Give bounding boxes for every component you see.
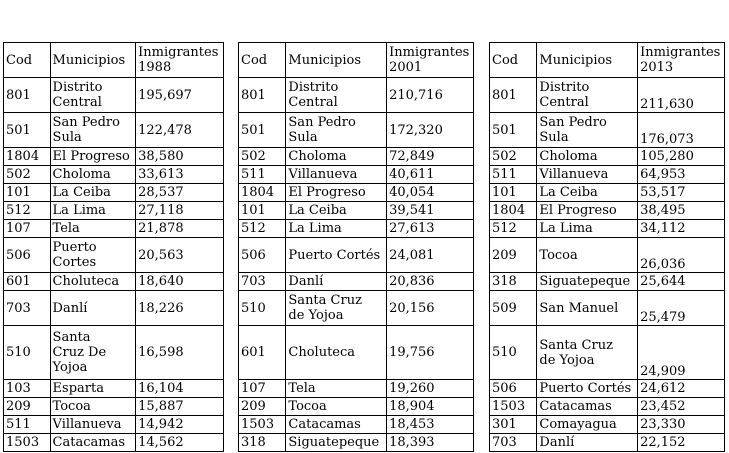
- cell-municipio: Danlí: [286, 273, 387, 291]
- cell-inmigrantes: 53,517: [638, 184, 725, 202]
- cell-inmigrantes: 122,478: [136, 113, 224, 148]
- cell-cod: 101: [239, 202, 286, 220]
- cell-inmigrantes: 64,953: [638, 166, 725, 184]
- header-municipio: Municipios: [537, 43, 638, 78]
- cell-municipio: El Progreso: [50, 148, 136, 166]
- table-row: [239, 166, 474, 184]
- table-row: [239, 184, 474, 202]
- table-row: [239, 326, 474, 380]
- cell-inmigrantes: 20,563: [136, 238, 224, 273]
- table-row: [4, 416, 224, 434]
- cell-cod: 101: [4, 184, 51, 202]
- cell-cod: 1804: [490, 202, 537, 220]
- table-row: [490, 113, 725, 148]
- table-row: [490, 238, 725, 273]
- cell-cod: 318: [239, 434, 286, 452]
- cell-inmigrantes: 14,562: [136, 434, 224, 452]
- cell-municipio: Santa Cruz de Yojoa: [537, 326, 638, 380]
- cell-cod: 501: [490, 113, 537, 148]
- cell-cod: 209: [490, 238, 537, 273]
- table-row: [4, 238, 224, 273]
- header-cod: Cod: [4, 43, 51, 78]
- table-row: [4, 291, 224, 326]
- cell-municipio: Distrito Central: [537, 78, 638, 113]
- table-row: [490, 78, 725, 113]
- cell-municipio: Tela: [286, 380, 387, 398]
- cell-municipio: Choloma: [50, 166, 136, 184]
- cell-municipio: Tocoa: [537, 238, 638, 273]
- cell-municipio: Villanueva: [537, 166, 638, 184]
- cell-cod: 1503: [490, 398, 537, 416]
- table-row: [490, 326, 725, 380]
- table-row: [490, 166, 725, 184]
- table-row: [4, 148, 224, 166]
- cell-inmigrantes: 27,613: [387, 220, 474, 238]
- immigrants-2001-table: [238, 42, 474, 452]
- cell-cod: 501: [239, 113, 286, 148]
- cell-inmigrantes: 105,280: [638, 148, 725, 166]
- table-row: [490, 398, 725, 416]
- table-row: [239, 273, 474, 291]
- table-row: [239, 113, 474, 148]
- table-row: [4, 113, 224, 148]
- cell-municipio: La Lima: [286, 220, 387, 238]
- cell-municipio: Puerto Cortes: [50, 238, 136, 273]
- cell-cod: 502: [4, 166, 51, 184]
- cell-municipio: Villanueva: [286, 166, 387, 184]
- cell-inmigrantes: 38,580: [136, 148, 224, 166]
- table-row: [239, 291, 474, 326]
- table-row: [239, 380, 474, 398]
- table-row: [490, 291, 725, 326]
- cell-municipio: Distrito Central: [286, 78, 387, 113]
- cell-cod: 1503: [4, 434, 51, 452]
- cell-inmigrantes: 20,836: [387, 273, 474, 291]
- table-row: [4, 273, 224, 291]
- cell-municipio: Santa Cruz De Yojoa: [50, 326, 136, 380]
- cell-municipio: Puerto Cortés: [286, 238, 387, 273]
- cell-inmigrantes: 211,630: [638, 78, 725, 113]
- cell-inmigrantes: 28,537: [136, 184, 224, 202]
- cell-cod: 511: [4, 416, 51, 434]
- header-row: [490, 43, 725, 78]
- cell-cod: 506: [490, 380, 537, 398]
- cell-cod: 801: [239, 78, 286, 113]
- cell-inmigrantes: 25,644: [638, 273, 725, 291]
- cell-inmigrantes: 24,612: [638, 380, 725, 398]
- cell-inmigrantes: 22,152: [638, 434, 725, 452]
- header-inmigrantes: Inmigrantes 2001: [387, 43, 474, 78]
- cell-municipio: Santa Cruz de Yojoa: [286, 291, 387, 326]
- cell-municipio: San Pedro Sula: [537, 113, 638, 148]
- cell-municipio: La Ceiba: [50, 184, 136, 202]
- cell-municipio: Choloma: [537, 148, 638, 166]
- cell-inmigrantes: 26,036: [638, 238, 725, 273]
- cell-cod: 510: [239, 291, 286, 326]
- cell-municipio: El Progreso: [286, 184, 387, 202]
- cell-cod: 601: [239, 326, 286, 380]
- cell-inmigrantes: 18,226: [136, 291, 224, 326]
- cell-municipio: Distrito Central: [50, 78, 136, 113]
- cell-municipio: La Ceiba: [286, 202, 387, 220]
- cell-inmigrantes: 14,942: [136, 416, 224, 434]
- cell-cod: 512: [4, 202, 51, 220]
- table-row: [490, 202, 725, 220]
- table-row: [239, 416, 474, 434]
- table-row: [4, 78, 224, 113]
- table-row: [4, 434, 224, 452]
- cell-cod: 506: [4, 238, 51, 273]
- cell-cod: 801: [4, 78, 51, 113]
- cell-cod: 511: [490, 166, 537, 184]
- cell-inmigrantes: 15,887: [136, 398, 224, 416]
- cell-municipio: Tocoa: [50, 398, 136, 416]
- cell-cod: 209: [4, 398, 51, 416]
- cell-municipio: El Progreso: [537, 202, 638, 220]
- cell-municipio: San Pedro Sula: [286, 113, 387, 148]
- cell-cod: 502: [239, 148, 286, 166]
- cell-cod: 107: [239, 380, 286, 398]
- table-row: [490, 380, 725, 398]
- cell-municipio: Catacamas: [537, 398, 638, 416]
- table-row: [239, 238, 474, 273]
- cell-municipio: Choluteca: [286, 326, 387, 380]
- cell-inmigrantes: 39,541: [387, 202, 474, 220]
- cell-inmigrantes: 19,756: [387, 326, 474, 380]
- cell-inmigrantes: 18,904: [387, 398, 474, 416]
- cell-cod: 510: [490, 326, 537, 380]
- cell-cod: 511: [239, 166, 286, 184]
- cell-inmigrantes: 16,104: [136, 380, 224, 398]
- cell-cod: 501: [4, 113, 51, 148]
- table-row: [4, 166, 224, 184]
- table-row: [4, 220, 224, 238]
- immigrants-1988-table: [3, 42, 224, 452]
- table-row: [4, 184, 224, 202]
- header-inmigrantes: Inmigrantes 2013: [638, 43, 725, 78]
- table-row: [239, 148, 474, 166]
- cell-inmigrantes: 18,393: [387, 434, 474, 452]
- cell-inmigrantes: 40,054: [387, 184, 474, 202]
- cell-municipio: San Pedro Sula: [50, 113, 136, 148]
- cell-inmigrantes: 27,118: [136, 202, 224, 220]
- cell-cod: 510: [4, 326, 51, 380]
- cell-inmigrantes: 33,613: [136, 166, 224, 184]
- header-row: [4, 43, 224, 78]
- cell-cod: 703: [4, 291, 51, 326]
- cell-inmigrantes: 24,909: [638, 326, 725, 380]
- cell-inmigrantes: 21,878: [136, 220, 224, 238]
- cell-municipio: La Ceiba: [537, 184, 638, 202]
- cell-municipio: Choluteca: [50, 273, 136, 291]
- table-row: [239, 78, 474, 113]
- cell-municipio: Danlí: [537, 434, 638, 452]
- cell-cod: 703: [239, 273, 286, 291]
- cell-inmigrantes: 20,156: [387, 291, 474, 326]
- table-row: [490, 416, 725, 434]
- cell-cod: 512: [490, 220, 537, 238]
- cell-municipio: Esparta: [50, 380, 136, 398]
- header-row: [239, 43, 474, 78]
- cell-cod: 301: [490, 416, 537, 434]
- cell-cod: 703: [490, 434, 537, 452]
- cell-inmigrantes: 34,112: [638, 220, 725, 238]
- cell-cod: 1804: [4, 148, 51, 166]
- cell-inmigrantes: 24,081: [387, 238, 474, 273]
- cell-cod: 107: [4, 220, 51, 238]
- cell-inmigrantes: 72,849: [387, 148, 474, 166]
- cell-municipio: Tela: [50, 220, 136, 238]
- table-row: [239, 398, 474, 416]
- cell-inmigrantes: 40,611: [387, 166, 474, 184]
- cell-inmigrantes: 23,452: [638, 398, 725, 416]
- cell-cod: 318: [490, 273, 537, 291]
- cell-cod: 1804: [239, 184, 286, 202]
- table-row: [490, 184, 725, 202]
- cell-inmigrantes: 19,260: [387, 380, 474, 398]
- cell-inmigrantes: 18,453: [387, 416, 474, 434]
- cell-inmigrantes: 16,598: [136, 326, 224, 380]
- table-row: [4, 398, 224, 416]
- cell-municipio: Siguatepeque: [537, 273, 638, 291]
- table-row: [239, 220, 474, 238]
- cell-municipio: Siguatepeque: [286, 434, 387, 452]
- cell-municipio: San Manuel: [537, 291, 638, 326]
- cell-inmigrantes: 195,697: [136, 78, 224, 113]
- table-row: [490, 273, 725, 291]
- cell-cod: 801: [490, 78, 537, 113]
- cell-municipio: La Lima: [50, 202, 136, 220]
- cell-municipio: Villanueva: [50, 416, 136, 434]
- cell-cod: 512: [239, 220, 286, 238]
- cell-cod: 209: [239, 398, 286, 416]
- cell-inmigrantes: 172,320: [387, 113, 474, 148]
- table-row: [239, 202, 474, 220]
- header-municipio: Municipios: [50, 43, 136, 78]
- cell-municipio: Catacamas: [286, 416, 387, 434]
- table-row: [239, 434, 474, 452]
- cell-municipio: Comayagua: [537, 416, 638, 434]
- cell-inmigrantes: 38,495: [638, 202, 725, 220]
- cell-municipio: Choloma: [286, 148, 387, 166]
- table-row: [490, 148, 725, 166]
- table-row: [490, 220, 725, 238]
- cell-municipio: Danlí: [50, 291, 136, 326]
- cell-inmigrantes: 25,479: [638, 291, 725, 326]
- cell-municipio: Catacamas: [50, 434, 136, 452]
- header-cod: Cod: [490, 43, 537, 78]
- table-row: [4, 202, 224, 220]
- table-row: [4, 380, 224, 398]
- table-row: [490, 434, 725, 452]
- cell-municipio: Puerto Cortés: [537, 380, 638, 398]
- cell-cod: 502: [490, 148, 537, 166]
- cell-cod: 103: [4, 380, 51, 398]
- immigrants-2013-table: [489, 42, 725, 452]
- cell-cod: 509: [490, 291, 537, 326]
- header-inmigrantes: Inmigrantes 1988: [136, 43, 224, 78]
- cell-inmigrantes: 210,716: [387, 78, 474, 113]
- cell-inmigrantes: 18,640: [136, 273, 224, 291]
- cell-cod: 101: [490, 184, 537, 202]
- cell-municipio: La Lima: [537, 220, 638, 238]
- cell-inmigrantes: 176,073: [638, 113, 725, 148]
- cell-municipio: Tocoa: [286, 398, 387, 416]
- cell-inmigrantes: 23,330: [638, 416, 725, 434]
- header-municipio: Municipios: [286, 43, 387, 78]
- cell-cod: 601: [4, 273, 51, 291]
- cell-cod: 506: [239, 238, 286, 273]
- table-row: [4, 326, 224, 380]
- cell-cod: 1503: [239, 416, 286, 434]
- header-cod: Cod: [239, 43, 286, 78]
